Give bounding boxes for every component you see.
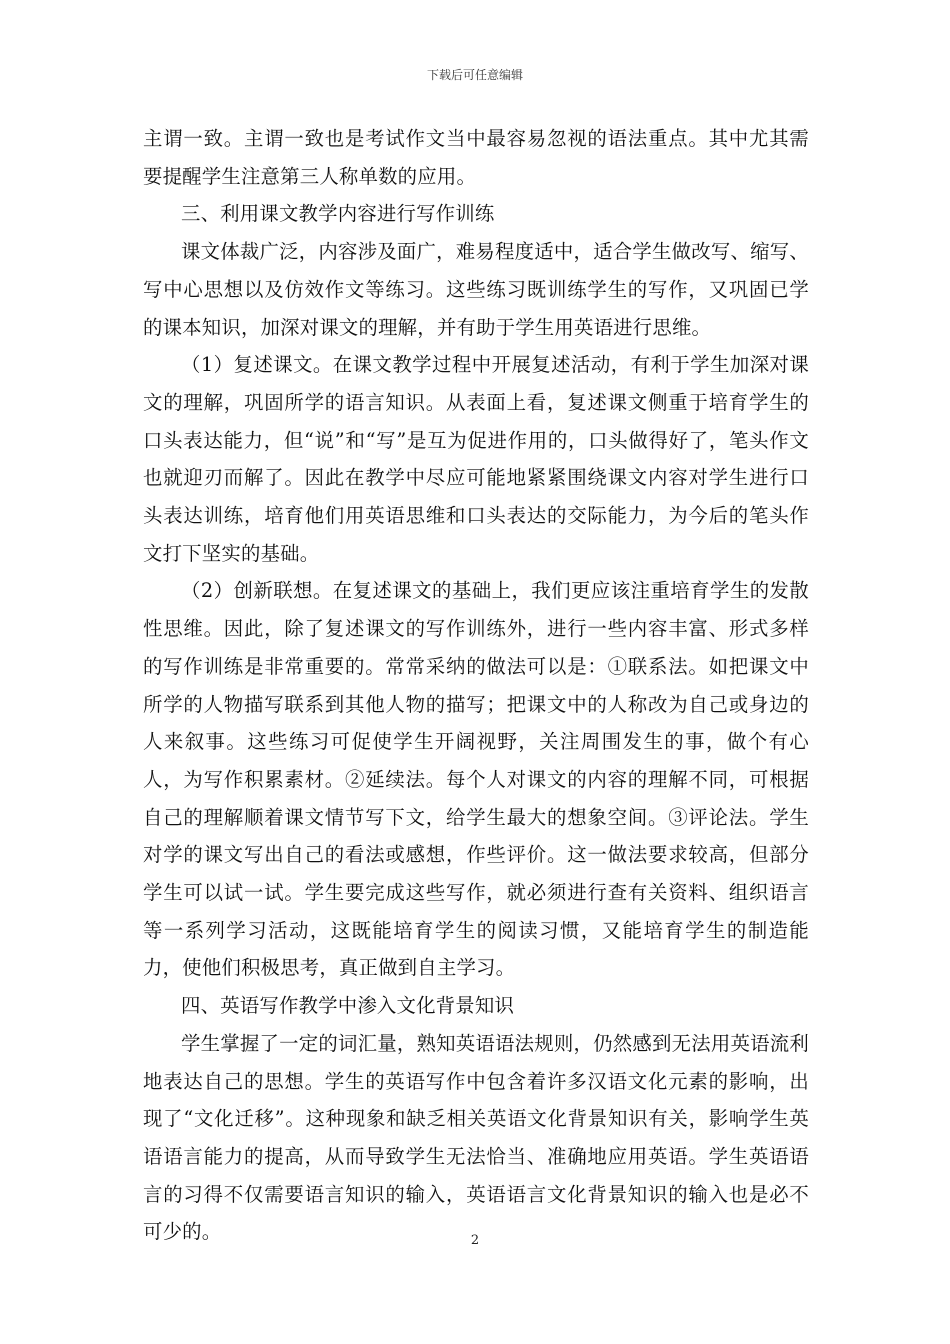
section-heading-3: 三、利用课文教学内容进行写作训练 (181, 202, 495, 226)
paragraph-cultural-background: 学生掌握了一定的词汇量，熟知英语语法规则，仍然感到无法用英语流利地表达自己的思想。学生的英语写作中包含着许多汉语文化元素的影响，出现了“文化迁移”。这种现象和缺乏相关英语文化背景知识有关，影响学生英语语言能力的提高，从而导致学生无法恰当、准确地应用英语。学生英语语言的习得不仅需要语言知识的输入，英语语言文化背景知识的输入也是必不可少的。 (143, 1031, 809, 1244)
paragraph-text-exercises: 课文体裁广泛，内容涉及面广，难易程度适中，适合学生做改写、缩写、写中心思想以及仿效作文等练习。这些练习既训练学生的写作，又巩固已学的课本知识，加深对课文的理解，并有助于学生用英语进行思维。 (143, 240, 809, 339)
page-header: 下载后可任意编辑 (426, 68, 523, 82)
continuation-paragraph: 主谓一致。主谓一致也是考试作文当中最容易忽视的语法重点。其中尤其需要提醒学生注意第三人称单数的应用。 (143, 127, 809, 188)
section-heading-4: 四、英语写作教学中渗入文化背景知识 (181, 994, 515, 1018)
paragraph-creative-association: （2）创新联想。在复述课文的基础上，我们更应该注重培育学生的发散性思维。因此，除了复述课文的写作训练外，进行一些内容丰富、形式多样的写作训练是非常重要的。常常采纳的做法可以是：①联系法。如把课文中所学的人物描写联系到其他人物的描写；把课文中的人称改为自己或身边的人来叙事。这些练习可促使学生开阔视野，关注周围发生的事，做个有心人，为写作积累素材。②延续法。每个人对课文的内容的理解不同，可根据自己的理解顺着课文情节写下文，给学生最大的想象空间。③评论法。学生对学的课文写出自己的看法或感想，作些评价。这一做法要求较高，但部分学生可以试一试。学生要完成这些写作，就必须进行查有关资料、组织语言等一系列学习活动，这既能培育学生的阅读习惯，又能培育学生的制造能力，使他们积极思考，真正做到自主学习。 (143, 579, 809, 980)
page-number: 2 (470, 1233, 480, 1248)
document-body (143, 120, 809, 1251)
paragraph-retelling: （1）复述课文。在课文教学过程中开展复述活动，有利于学生加深对课文的理解，巩固所学的语言知识。从表面上看，复述课文侧重于培育学生的口头表达能力，但“说”和“写”是互为促进作用的，口头做得好了，笔头作文也就迎刃而解了。因此在教学中尽应可能地紧紧围绕课文内容对学生进行口头表达训练，培育他们用英语思维和口头表达的交际能力，为今后的笔头作文打下坚实的基础。 (143, 353, 809, 565)
